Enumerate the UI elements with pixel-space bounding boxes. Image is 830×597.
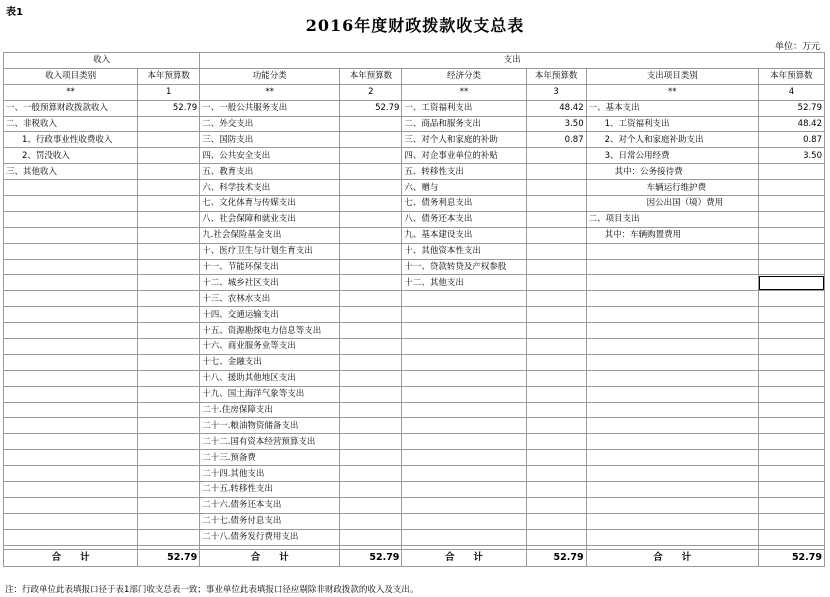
value-cell[interactable] <box>758 402 824 418</box>
value-cell[interactable] <box>340 466 402 482</box>
col-header[interactable]: 功能分类 <box>200 68 340 84</box>
table-row <box>4 196 825 212</box>
value-cell[interactable] <box>138 211 200 227</box>
item-cell[interactable]: 十一、节能环保支出 <box>200 259 340 275</box>
item-cell[interactable] <box>402 529 526 545</box>
item-cell[interactable] <box>4 291 138 307</box>
table-row <box>4 402 825 418</box>
item-cell[interactable] <box>586 323 758 339</box>
table-row <box>4 370 825 386</box>
value-cell[interactable] <box>138 164 200 180</box>
value-cell[interactable] <box>138 402 200 418</box>
item-cell[interactable] <box>586 259 758 275</box>
value-cell[interactable]: 52.79 <box>138 100 200 116</box>
value-cell[interactable] <box>526 339 586 355</box>
item-cell[interactable]: 二十四.其他支出 <box>200 466 340 482</box>
value-cell[interactable] <box>138 259 200 275</box>
item-cell[interactable]: 五、转移性支出 <box>402 164 526 180</box>
item-cell[interactable] <box>586 434 758 450</box>
value-cell[interactable] <box>340 148 402 164</box>
item-cell[interactable] <box>4 275 138 291</box>
value-cell[interactable] <box>340 354 402 370</box>
value-cell[interactable]: 0.87 <box>758 132 824 148</box>
item-cell[interactable]: 2、对个人和家庭补助支出 <box>586 132 758 148</box>
value-cell[interactable] <box>340 196 402 212</box>
table-row <box>4 291 825 307</box>
value-cell[interactable] <box>138 450 200 466</box>
item-cell[interactable] <box>4 402 138 418</box>
value-cell[interactable] <box>138 434 200 450</box>
item-cell[interactable] <box>4 243 138 259</box>
item-cell[interactable]: 十、医疗卫生与计划生育支出 <box>200 243 340 259</box>
item-cell[interactable] <box>586 513 758 529</box>
item-cell[interactable] <box>402 434 526 450</box>
item-cell[interactable]: 二十七.债务付息支出 <box>200 513 340 529</box>
item-cell[interactable]: 二十八.债务发行费用支出 <box>200 529 340 545</box>
item-cell[interactable]: 八、债务还本支出 <box>402 211 526 227</box>
item-cell[interactable] <box>402 513 526 529</box>
item-cell[interactable] <box>402 291 526 307</box>
value-cell[interactable] <box>138 339 200 355</box>
table-row <box>4 529 825 545</box>
value-cell[interactable]: 3.50 <box>758 148 824 164</box>
item-cell[interactable]: 十九、国土海洋气象等支出 <box>200 386 340 402</box>
item-cell[interactable]: 一、基本支出 <box>586 100 758 116</box>
value-cell[interactable] <box>526 243 586 259</box>
item-cell[interactable] <box>586 370 758 386</box>
index-cell[interactable]: 2 <box>340 84 402 100</box>
value-cell[interactable] <box>758 243 824 259</box>
table-row <box>4 434 825 450</box>
item-cell[interactable]: 二、项目支出 <box>586 211 758 227</box>
item-cell[interactable]: 三、国防支出 <box>200 132 340 148</box>
page-title: 2016年度财政拨款收支总表 <box>305 16 525 35</box>
item-cell[interactable] <box>586 402 758 418</box>
value-cell[interactable] <box>138 196 200 212</box>
item-cell[interactable] <box>586 482 758 498</box>
table-row <box>4 116 825 132</box>
value-cell[interactable] <box>526 291 586 307</box>
item-cell[interactable] <box>586 307 758 323</box>
value-cell[interactable] <box>526 323 586 339</box>
col-header[interactable]: 本年预算数 <box>340 68 402 84</box>
item-cell[interactable]: 二十.住房保障支出 <box>200 402 340 418</box>
value-cell[interactable] <box>340 339 402 355</box>
table-row <box>4 275 825 291</box>
value-cell[interactable] <box>340 132 402 148</box>
value-cell[interactable] <box>758 180 824 196</box>
index-cell[interactable]: 4 <box>758 84 824 100</box>
value-cell[interactable] <box>758 497 824 513</box>
value-cell[interactable] <box>340 497 402 513</box>
item-cell[interactable] <box>402 354 526 370</box>
table-row <box>4 227 825 243</box>
value-cell[interactable] <box>526 529 586 545</box>
value-cell[interactable]: 3.50 <box>526 116 586 132</box>
total-row <box>4 549 825 566</box>
value-cell[interactable] <box>138 529 200 545</box>
value-cell[interactable] <box>340 211 402 227</box>
value-cell[interactable] <box>758 259 824 275</box>
item-cell[interactable] <box>586 418 758 434</box>
total-label[interactable]: 合 计 <box>4 549 138 566</box>
value-cell[interactable]: 48.42 <box>526 100 586 116</box>
item-cell[interactable]: 三、其他收入 <box>4 164 138 180</box>
value-cell[interactable] <box>138 513 200 529</box>
value-cell[interactable] <box>758 354 824 370</box>
item-cell[interactable]: 八、社会保障和就业支出 <box>200 211 340 227</box>
value-cell[interactable] <box>340 529 402 545</box>
total-value[interactable]: 52.79 <box>758 549 824 566</box>
value-cell[interactable] <box>526 307 586 323</box>
item-cell[interactable]: 3、日常公用经费 <box>586 148 758 164</box>
value-cell[interactable] <box>340 259 402 275</box>
value-cell[interactable] <box>758 466 824 482</box>
value-cell[interactable] <box>758 307 824 323</box>
index-cell[interactable]: ** <box>4 84 138 100</box>
item-cell[interactable] <box>586 243 758 259</box>
value-cell[interactable] <box>138 243 200 259</box>
item-cell[interactable]: 十、其他资本性支出 <box>402 243 526 259</box>
value-cell[interactable] <box>138 482 200 498</box>
index-cell[interactable]: ** <box>402 84 526 100</box>
total-label[interactable]: 合 计 <box>402 549 526 566</box>
value-cell[interactable] <box>138 148 200 164</box>
value-cell[interactable] <box>526 402 586 418</box>
col-header[interactable]: 支出项目类别 <box>586 68 758 84</box>
item-cell[interactable]: 1、行政事业性收费收入 <box>4 132 138 148</box>
value-cell[interactable] <box>340 116 402 132</box>
total-label[interactable]: 合 计 <box>200 549 340 566</box>
item-cell[interactable]: 一、一般公共服务支出 <box>200 100 340 116</box>
table-row <box>4 513 825 529</box>
value-cell[interactable] <box>526 466 586 482</box>
item-cell[interactable]: 一、一般预算财政拨款收入 <box>4 100 138 116</box>
item-cell[interactable] <box>4 307 138 323</box>
item-cell[interactable]: 一、工资福利支出 <box>402 100 526 116</box>
value-cell[interactable] <box>138 418 200 434</box>
table-row <box>4 482 825 498</box>
col-header[interactable]: 本年预算数 <box>526 68 586 84</box>
item-cell[interactable] <box>586 354 758 370</box>
item-cell[interactable]: 十三、农林水支出 <box>200 291 340 307</box>
table-row <box>4 386 825 402</box>
table-row <box>4 148 825 164</box>
item-cell[interactable] <box>4 354 138 370</box>
value-cell[interactable] <box>526 482 586 498</box>
value-cell[interactable] <box>138 132 200 148</box>
item-cell[interactable]: 十一、贷款转贷及产权参股 <box>402 259 526 275</box>
item-cell[interactable]: 车辆运行维护费 <box>586 180 758 196</box>
item-cell[interactable]: 二十六.债务还本支出 <box>200 497 340 513</box>
item-cell[interactable]: 二十五.转移性支出 <box>200 482 340 498</box>
value-cell[interactable] <box>758 339 824 355</box>
item-cell[interactable] <box>402 402 526 418</box>
value-cell[interactable] <box>138 227 200 243</box>
total-value[interactable]: 52.79 <box>138 549 200 566</box>
item-cell[interactable] <box>586 386 758 402</box>
value-cell[interactable] <box>526 386 586 402</box>
value-cell[interactable] <box>340 323 402 339</box>
item-cell[interactable] <box>4 418 138 434</box>
income-header[interactable]: 收入 <box>4 53 200 69</box>
value-cell[interactable] <box>758 275 824 291</box>
table-row <box>4 164 825 180</box>
value-cell[interactable] <box>340 513 402 529</box>
value-cell[interactable] <box>340 450 402 466</box>
value-cell[interactable] <box>526 434 586 450</box>
value-cell[interactable] <box>340 402 402 418</box>
value-cell[interactable] <box>758 450 824 466</box>
value-cell[interactable] <box>526 148 586 164</box>
table-row <box>4 466 825 482</box>
item-cell[interactable]: 十五、资源勘探电力信息等支出 <box>200 323 340 339</box>
value-cell[interactable] <box>340 180 402 196</box>
value-cell[interactable] <box>758 227 824 243</box>
value-cell[interactable] <box>340 434 402 450</box>
value-cell[interactable] <box>758 529 824 545</box>
table-row <box>4 307 825 323</box>
value-cell[interactable] <box>340 386 402 402</box>
table-row <box>4 418 825 434</box>
value-cell[interactable] <box>138 275 200 291</box>
value-cell[interactable] <box>340 275 402 291</box>
item-cell[interactable] <box>4 211 138 227</box>
value-cell[interactable] <box>340 482 402 498</box>
index-cell[interactable]: ** <box>200 84 340 100</box>
value-cell[interactable] <box>138 466 200 482</box>
total-label[interactable]: 合 计 <box>586 549 758 566</box>
item-cell[interactable] <box>586 339 758 355</box>
item-cell[interactable] <box>402 307 526 323</box>
item-cell[interactable] <box>4 482 138 498</box>
table-row <box>4 497 825 513</box>
value-cell[interactable] <box>138 370 200 386</box>
item-cell[interactable]: 二十一.粮油物资储备支出 <box>200 418 340 434</box>
table-row <box>4 323 825 339</box>
value-cell[interactable]: 0.87 <box>526 132 586 148</box>
item-cell[interactable]: 十六、商业服务业等支出 <box>200 339 340 355</box>
item-cell[interactable] <box>402 418 526 434</box>
table-row <box>4 132 825 148</box>
footnote: 注：行政单位此表填报口径于表1部门收支总表一致；事业单位此表填报口径应剔除非财政拨款的收入及支出。 <box>5 585 419 595</box>
item-cell[interactable] <box>586 450 758 466</box>
expense-header[interactable]: 支出 <box>200 53 825 69</box>
value-cell[interactable] <box>526 418 586 434</box>
item-cell[interactable]: 1、工资福利支出 <box>586 116 758 132</box>
value-cell[interactable] <box>526 450 586 466</box>
item-cell[interactable] <box>4 339 138 355</box>
value-cell[interactable] <box>526 196 586 212</box>
table-row <box>4 211 825 227</box>
value-cell[interactable] <box>526 227 586 243</box>
table-row <box>4 259 825 275</box>
value-cell[interactable] <box>758 323 824 339</box>
value-cell[interactable] <box>138 354 200 370</box>
value-cell[interactable] <box>758 418 824 434</box>
value-cell[interactable] <box>138 291 200 307</box>
value-cell[interactable] <box>526 180 586 196</box>
item-cell[interactable]: 九.社会保险基金支出 <box>200 227 340 243</box>
unit-label: 单位：万元 <box>774 42 820 52</box>
item-cell[interactable]: 十二、城乡社区支出 <box>200 275 340 291</box>
value-cell[interactable] <box>138 307 200 323</box>
value-cell[interactable] <box>758 211 824 227</box>
col-header[interactable]: 收入项目类别 <box>4 68 138 84</box>
value-cell[interactable] <box>758 482 824 498</box>
item-cell[interactable] <box>4 434 138 450</box>
item-cell[interactable] <box>4 466 138 482</box>
item-cell[interactable]: 二、商品和服务支出 <box>402 116 526 132</box>
item-cell[interactable] <box>4 180 138 196</box>
item-cell[interactable]: 五、教育支出 <box>200 164 340 180</box>
value-cell[interactable] <box>340 291 402 307</box>
item-cell[interactable] <box>402 339 526 355</box>
value-cell[interactable] <box>138 323 200 339</box>
item-cell[interactable]: 四、对企事业单位的补贴 <box>402 148 526 164</box>
value-cell[interactable] <box>758 513 824 529</box>
item-cell[interactable] <box>586 466 758 482</box>
table-row <box>4 354 825 370</box>
item-cell[interactable] <box>4 227 138 243</box>
table-row <box>4 339 825 355</box>
item-cell[interactable] <box>4 513 138 529</box>
item-cell[interactable] <box>586 275 758 291</box>
item-cell[interactable] <box>402 370 526 386</box>
item-cell[interactable]: 十八、援助其他地区支出 <box>200 370 340 386</box>
item-cell[interactable] <box>402 497 526 513</box>
value-cell[interactable] <box>526 354 586 370</box>
index-cell[interactable]: ** <box>586 84 758 100</box>
value-cell[interactable] <box>340 418 402 434</box>
value-cell[interactable]: 52.79 <box>340 100 402 116</box>
table-row <box>4 180 825 196</box>
value-cell[interactable] <box>138 180 200 196</box>
sheet-tag: 表1 <box>6 7 23 18</box>
item-cell[interactable] <box>4 386 138 402</box>
item-cell[interactable] <box>4 196 138 212</box>
item-cell[interactable]: 七、文化体育与传媒支出 <box>200 196 340 212</box>
item-cell[interactable]: 二十二.国有资本经营预算支出 <box>200 434 340 450</box>
item-cell[interactable] <box>4 370 138 386</box>
value-cell[interactable] <box>340 243 402 259</box>
item-cell[interactable] <box>402 466 526 482</box>
item-cell[interactable] <box>586 291 758 307</box>
index-cell[interactable]: 1 <box>138 84 200 100</box>
item-cell[interactable] <box>4 323 138 339</box>
table-row <box>4 450 825 466</box>
item-cell[interactable]: 其中：公务接待费 <box>586 164 758 180</box>
value-cell[interactable] <box>526 497 586 513</box>
index-cell[interactable]: 3 <box>526 84 586 100</box>
value-cell[interactable] <box>526 513 586 529</box>
item-cell[interactable] <box>4 497 138 513</box>
item-cell[interactable]: 二十三.预备费 <box>200 450 340 466</box>
item-cell[interactable]: 因公出国（境）费用 <box>586 196 758 212</box>
item-cell[interactable]: 二、外交支出 <box>200 116 340 132</box>
total-value[interactable]: 52.79 <box>526 549 586 566</box>
value-cell[interactable] <box>526 259 586 275</box>
item-cell[interactable] <box>402 323 526 339</box>
value-cell[interactable] <box>138 497 200 513</box>
budget-table <box>3 52 825 567</box>
value-cell[interactable] <box>758 164 824 180</box>
value-cell[interactable] <box>340 227 402 243</box>
value-cell[interactable] <box>526 370 586 386</box>
value-cell[interactable] <box>340 370 402 386</box>
value-cell[interactable] <box>340 164 402 180</box>
item-cell[interactable]: 六、赠与 <box>402 180 526 196</box>
total-value[interactable]: 52.79 <box>340 549 402 566</box>
item-cell[interactable]: 十四、交通运输支出 <box>200 307 340 323</box>
value-cell[interactable] <box>758 370 824 386</box>
value-cell[interactable] <box>138 116 200 132</box>
col-header[interactable]: 本年预算数 <box>758 68 824 84</box>
item-cell[interactable]: 2、罚没收入 <box>4 148 138 164</box>
value-cell[interactable] <box>758 386 824 402</box>
item-cell[interactable]: 七、债务利息支出 <box>402 196 526 212</box>
value-cell[interactable] <box>526 211 586 227</box>
value-cell[interactable] <box>758 434 824 450</box>
item-cell[interactable] <box>402 482 526 498</box>
item-cell[interactable] <box>586 529 758 545</box>
item-cell[interactable]: 九、基本建设支出 <box>402 227 526 243</box>
item-cell[interactable]: 十二、其他支出 <box>402 275 526 291</box>
value-cell[interactable]: 52.79 <box>758 100 824 116</box>
value-cell[interactable] <box>758 196 824 212</box>
col-header[interactable]: 经济分类 <box>402 68 526 84</box>
col-header[interactable]: 本年预算数 <box>138 68 200 84</box>
item-cell[interactable] <box>586 497 758 513</box>
item-cell[interactable]: 三、对个人和家庭的补助 <box>402 132 526 148</box>
item-cell[interactable] <box>4 450 138 466</box>
value-cell[interactable] <box>526 275 586 291</box>
table-row <box>4 243 825 259</box>
item-cell[interactable] <box>4 529 138 545</box>
item-cell[interactable]: 四、公共安全支出 <box>200 148 340 164</box>
value-cell[interactable]: 48.42 <box>758 116 824 132</box>
item-cell[interactable]: 六、科学技术支出 <box>200 180 340 196</box>
item-cell[interactable] <box>402 386 526 402</box>
item-cell[interactable] <box>4 259 138 275</box>
item-cell[interactable]: 其中：车辆购置费用 <box>586 227 758 243</box>
item-cell[interactable]: 十七、金融支出 <box>200 354 340 370</box>
value-cell[interactable] <box>340 307 402 323</box>
value-cell[interactable] <box>526 164 586 180</box>
item-cell[interactable]: 二、非税收入 <box>4 116 138 132</box>
table-row <box>4 100 825 116</box>
item-cell[interactable] <box>402 450 526 466</box>
value-cell[interactable] <box>758 291 824 307</box>
value-cell[interactable] <box>138 386 200 402</box>
